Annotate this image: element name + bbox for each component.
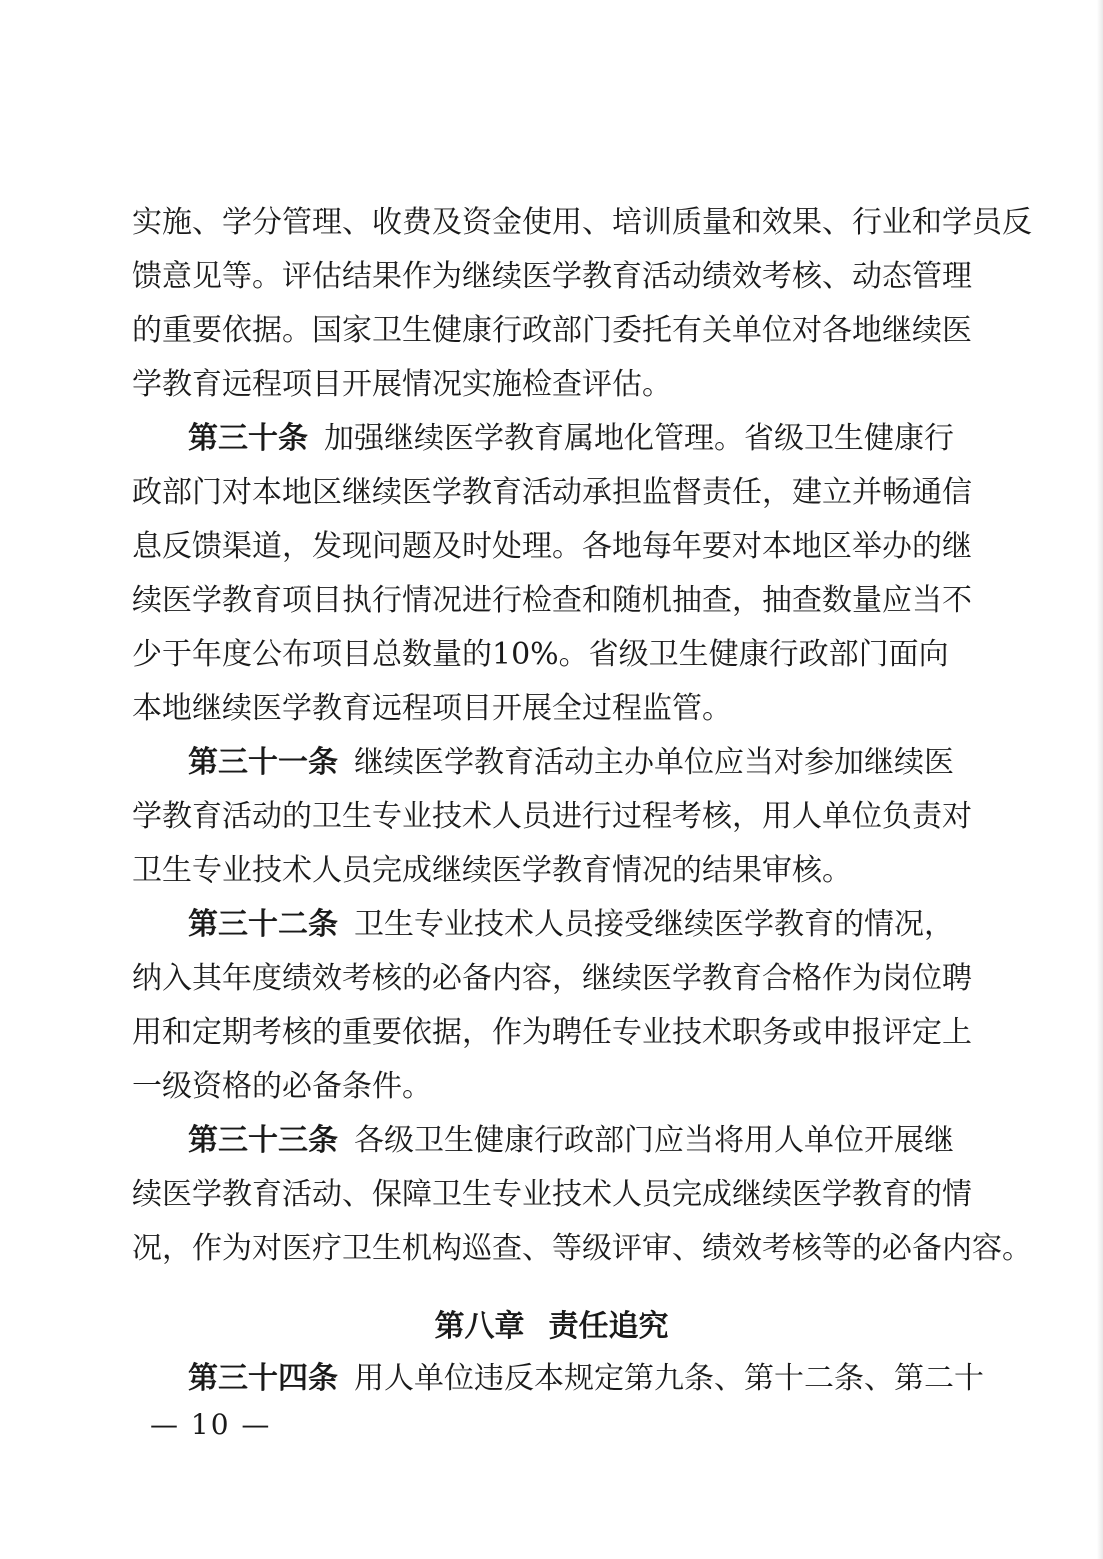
article-33-heading: 第三十三条 — [188, 1123, 338, 1158]
article-32-line-1: 卫生专业技术人员接受继续医学教育的情况， — [354, 907, 954, 942]
article-30-heading: 第三十条 — [188, 421, 308, 456]
article-33-line-1: 各级卫生健康行政部门应当将用人单位开展继 — [354, 1123, 954, 1158]
article-31-first-line — [188, 736, 954, 790]
article-32-line-3: 用和定期考核的重要依据，作为聘任专业技术职务或申报评定上 — [132, 1015, 972, 1050]
page-number: — 10 — — [150, 1408, 272, 1441]
chapter-title: 责任追究 — [548, 1309, 669, 1344]
chapter-heading — [0, 1300, 1103, 1354]
scan-edge-shadow — [1097, 0, 1103, 1559]
article-33-line-3: 况，作为对医疗卫生机构巡查、等级评审、绩效考核等的必备内容。 — [132, 1231, 1032, 1266]
article-34-line-1: 用人单位违反本规定第九条、第十二条、第二十 — [354, 1361, 984, 1396]
article-30-line-3: 息反馈渠道，发现问题及时处理。各地每年要对本地区举办的继 — [132, 529, 972, 564]
article-34-heading: 第三十四条 — [188, 1361, 338, 1396]
article-31-line-2: 学教育活动的卫生专业技术人员进行过程考核，用人单位负责对 — [132, 799, 972, 834]
article-33-line-2: 续医学教育活动、保障卫生专业技术人员完成继续医学教育的情 — [132, 1177, 972, 1212]
article-32-line-4: 一级资格的必备条件。 — [132, 1069, 432, 1104]
article-30-line-1: 加强继续医学教育属地化管理。省级卫生健康行 — [324, 421, 954, 456]
article-30-line-5: 少于年度公布项目总数量的10%。省级卫生健康行政部门面向 — [132, 637, 949, 672]
paragraph-1-line-4: 学教育远程项目开展情况实施检查评估。 — [132, 367, 672, 402]
article-30-first-line — [188, 412, 954, 466]
article-32-heading: 第三十二条 — [188, 907, 338, 942]
article-31-line-3: 卫生专业技术人员完成继续医学教育情况的结果审核。 — [132, 853, 852, 888]
article-32-line-2: 纳入其年度绩效考核的必备内容，继续医学教育合格作为岗位聘 — [132, 961, 972, 996]
paragraph-1-line-3: 的重要依据。国家卫生健康行政部门委托有关单位对各地继续医 — [132, 313, 972, 348]
article-32-first-line — [188, 898, 954, 952]
article-30-line-4: 续医学教育项目执行情况进行检查和随机抽查，抽查数量应当不 — [132, 583, 972, 618]
article-31-line-1: 继续医学教育活动主办单位应当对参加继续医 — [354, 745, 954, 780]
article-33-first-line — [188, 1114, 954, 1168]
chapter-number: 第八章 — [434, 1309, 525, 1344]
article-31-heading: 第三十一条 — [188, 745, 338, 780]
article-34-first-line — [188, 1352, 984, 1406]
article-30-line-2: 政部门对本地区继续医学教育活动承担监督责任，建立并畅通信 — [132, 475, 972, 510]
article-30-line-6: 本地继续医学教育远程项目开展全过程监管。 — [132, 691, 732, 726]
paragraph-1-line-1: 实施、学分管理、收费及资金使用、培训质量和效果、行业和学员反 — [132, 205, 1032, 240]
paragraph-1-line-2: 馈意见等。评估结果作为继续医学教育活动绩效考核、动态管理 — [132, 259, 972, 294]
